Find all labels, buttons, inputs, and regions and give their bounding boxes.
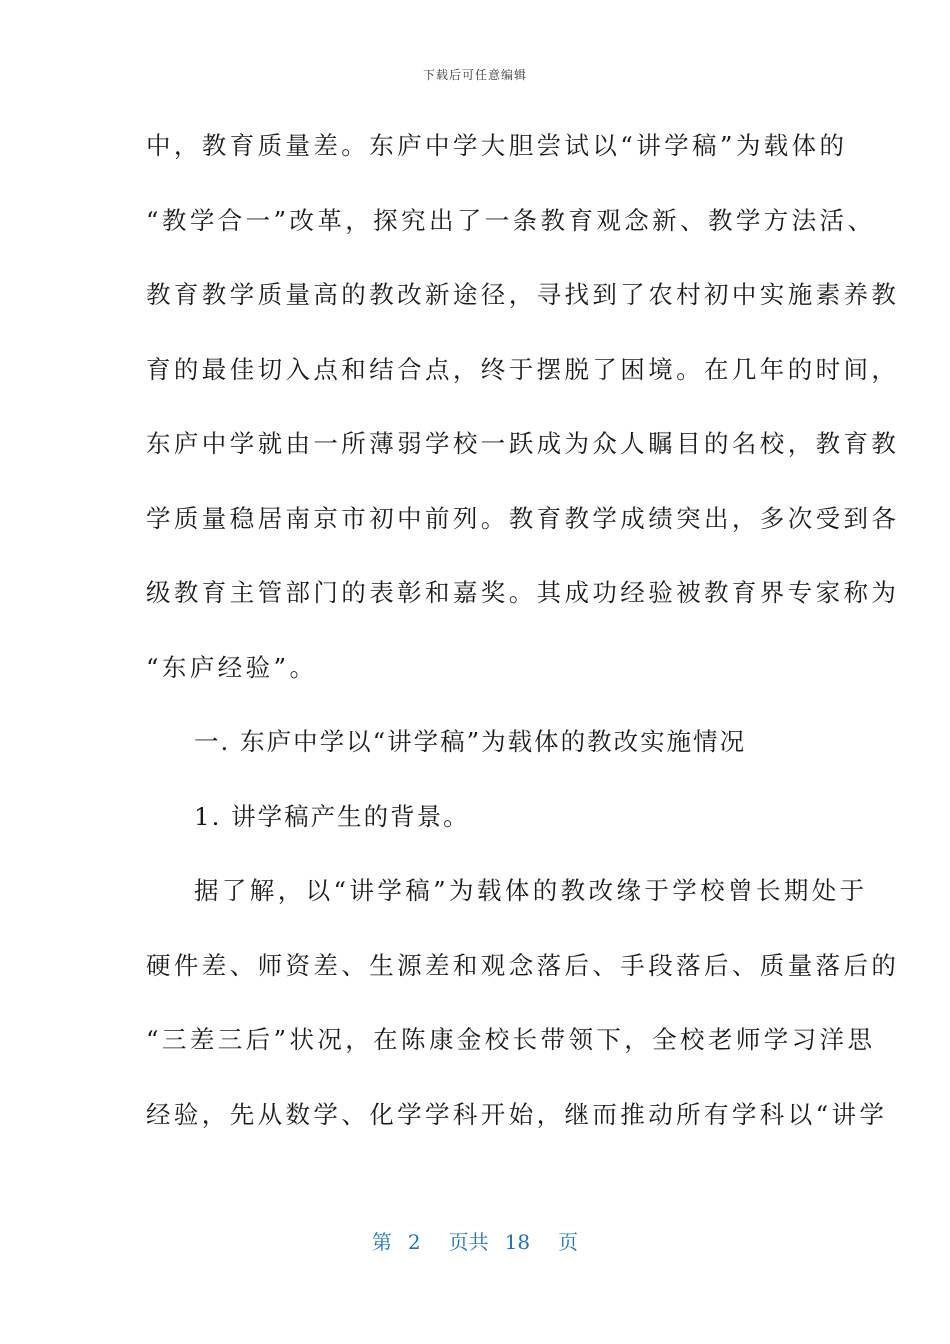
text-line: 教育教学质量高的教改新途径，寻找到了农村初中实施素养教 (146, 280, 900, 309)
text-line: 级教育主管部门的表彰和嘉奖。其成功经验被教育界专家称为 (146, 578, 900, 607)
paragraph-line: “三差三后”状况，在陈康金校长带领下，全校老师学习洋思 (146, 1025, 876, 1054)
page-footer (0, 1226, 950, 1255)
text-line: 育的最佳切入点和结合点，终于摆脱了困境。在几年的时间， (146, 354, 900, 384)
paragraph-line: 经验，先从数学、化学学科开始，继而推动所有学科以“讲学 (146, 1099, 888, 1129)
subheading: 1. 讲学稿产生的背景。 (194, 801, 470, 831)
total-pages: 18 (504, 1230, 531, 1254)
text-line: 中，教育质量差。东庐中学大胆尝试以“讲学稿”为载体的 (146, 131, 848, 160)
page-number: 2 (407, 1230, 421, 1254)
footer-middle: 页共 (448, 1230, 489, 1254)
paragraph-line: 据了解，以“讲学稿”为载体的教改缘于学校曾长期处于 (194, 876, 868, 905)
section-heading: 一. 东庐中学以“讲学稿”为载体的教改实施情况 (194, 727, 747, 756)
paragraph-line: 硬件差、师资差、生源差和观念落后、手段落后、质量落后的 (146, 950, 900, 980)
text-line: 学质量稳居南京市初中前列。教育教学成绩突出，多次受到各 (146, 503, 900, 533)
text-line: “东庐经验”。 (146, 652, 318, 682)
header-note: 下载后可任意编辑 (422, 68, 527, 82)
footer-suffix: 页 (558, 1230, 579, 1254)
text-line: 东庐中学就由一所薄弱学校一跃成为众人瞩目的名校，教育教 (146, 429, 900, 458)
document-body (146, 120, 900, 1163)
footer-prefix: 第 (371, 1230, 392, 1254)
text-line: “教学合一”改革，探究出了一条教育观念新、教学方法活、 (146, 205, 876, 235)
